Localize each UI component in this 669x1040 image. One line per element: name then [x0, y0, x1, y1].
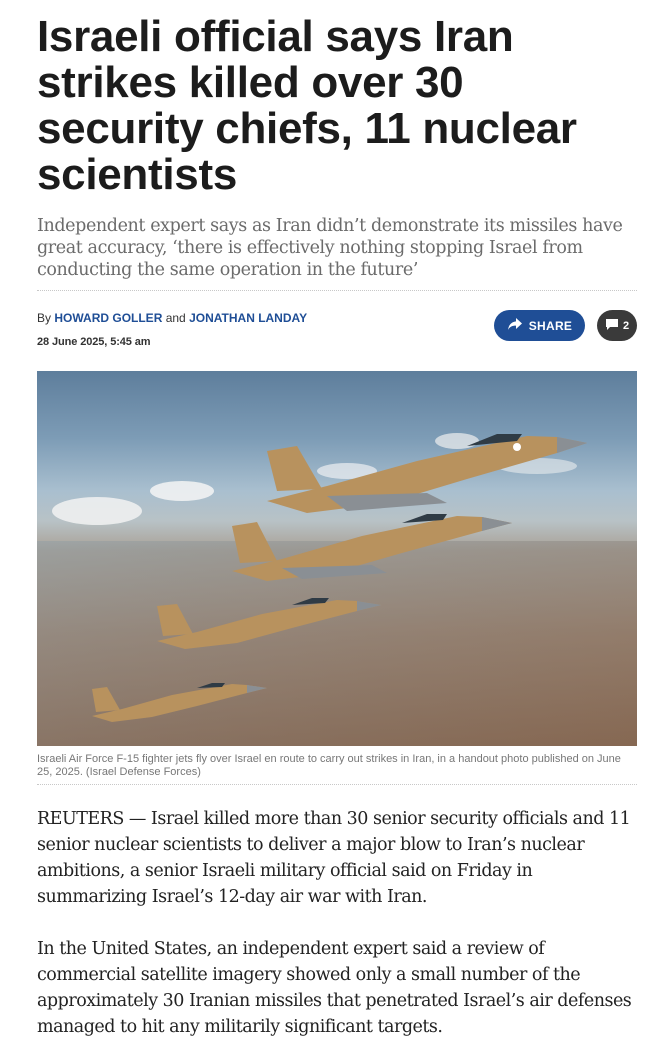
- share-arrow-icon: [507, 317, 523, 334]
- image-caption: Israeli Air Force F-15 fighter jets fly over Israel en route to carry out strikes in Iran, in a handout photo published on June 25, 2025. (Israel Defense Forces): [37, 753, 621, 778]
- byline-prefix: By: [37, 311, 52, 325]
- comment-count: 2: [622, 319, 630, 332]
- byline: [37, 311, 307, 325]
- byline-row: [37, 291, 637, 371]
- share-label: SHARE: [528, 318, 573, 333]
- byline-conjunction: and: [165, 311, 186, 325]
- author-link-2[interactable]: JONATHAN LANDAY: [189, 311, 308, 325]
- article-subheadline: Independent expert says as Iran didn’t demonstrate its missiles have great accuracy, ‘there is effectively nothing stopping Israel from conducting the same operation in the future’: [37, 216, 623, 280]
- comment-bubble-icon: [605, 318, 619, 334]
- hero-image: [37, 371, 637, 746]
- share-button[interactable]: [494, 310, 585, 341]
- article-paragraph: REUTERS — Israel killed more than 30 senior security officials and 11 senior nuclear scientists to deliver a major blow to Iran’s nuclear ambitions, a senior Israeli military official said on Friday in summarizing Israel’s 12-day air war with Iran.: [37, 809, 631, 907]
- publish-date: 28 June 2025, 5:45 am: [37, 336, 151, 348]
- caption-divider: [37, 784, 637, 785]
- article-headline: Israeli official says Iran strikes killed over 30 security chiefs, 11 nuclear scientists: [37, 12, 577, 199]
- article-paragraph: In the United States, an independent expert said a review of commercial satellite imagery showed only a small number of the approximately 30 Iranian missiles that penetrated Israel’s air defenses managed to hit any militarily significant targets.: [37, 939, 632, 1037]
- comments-button[interactable]: [597, 310, 637, 341]
- author-link-1[interactable]: HOWARD GOLLER: [54, 311, 163, 325]
